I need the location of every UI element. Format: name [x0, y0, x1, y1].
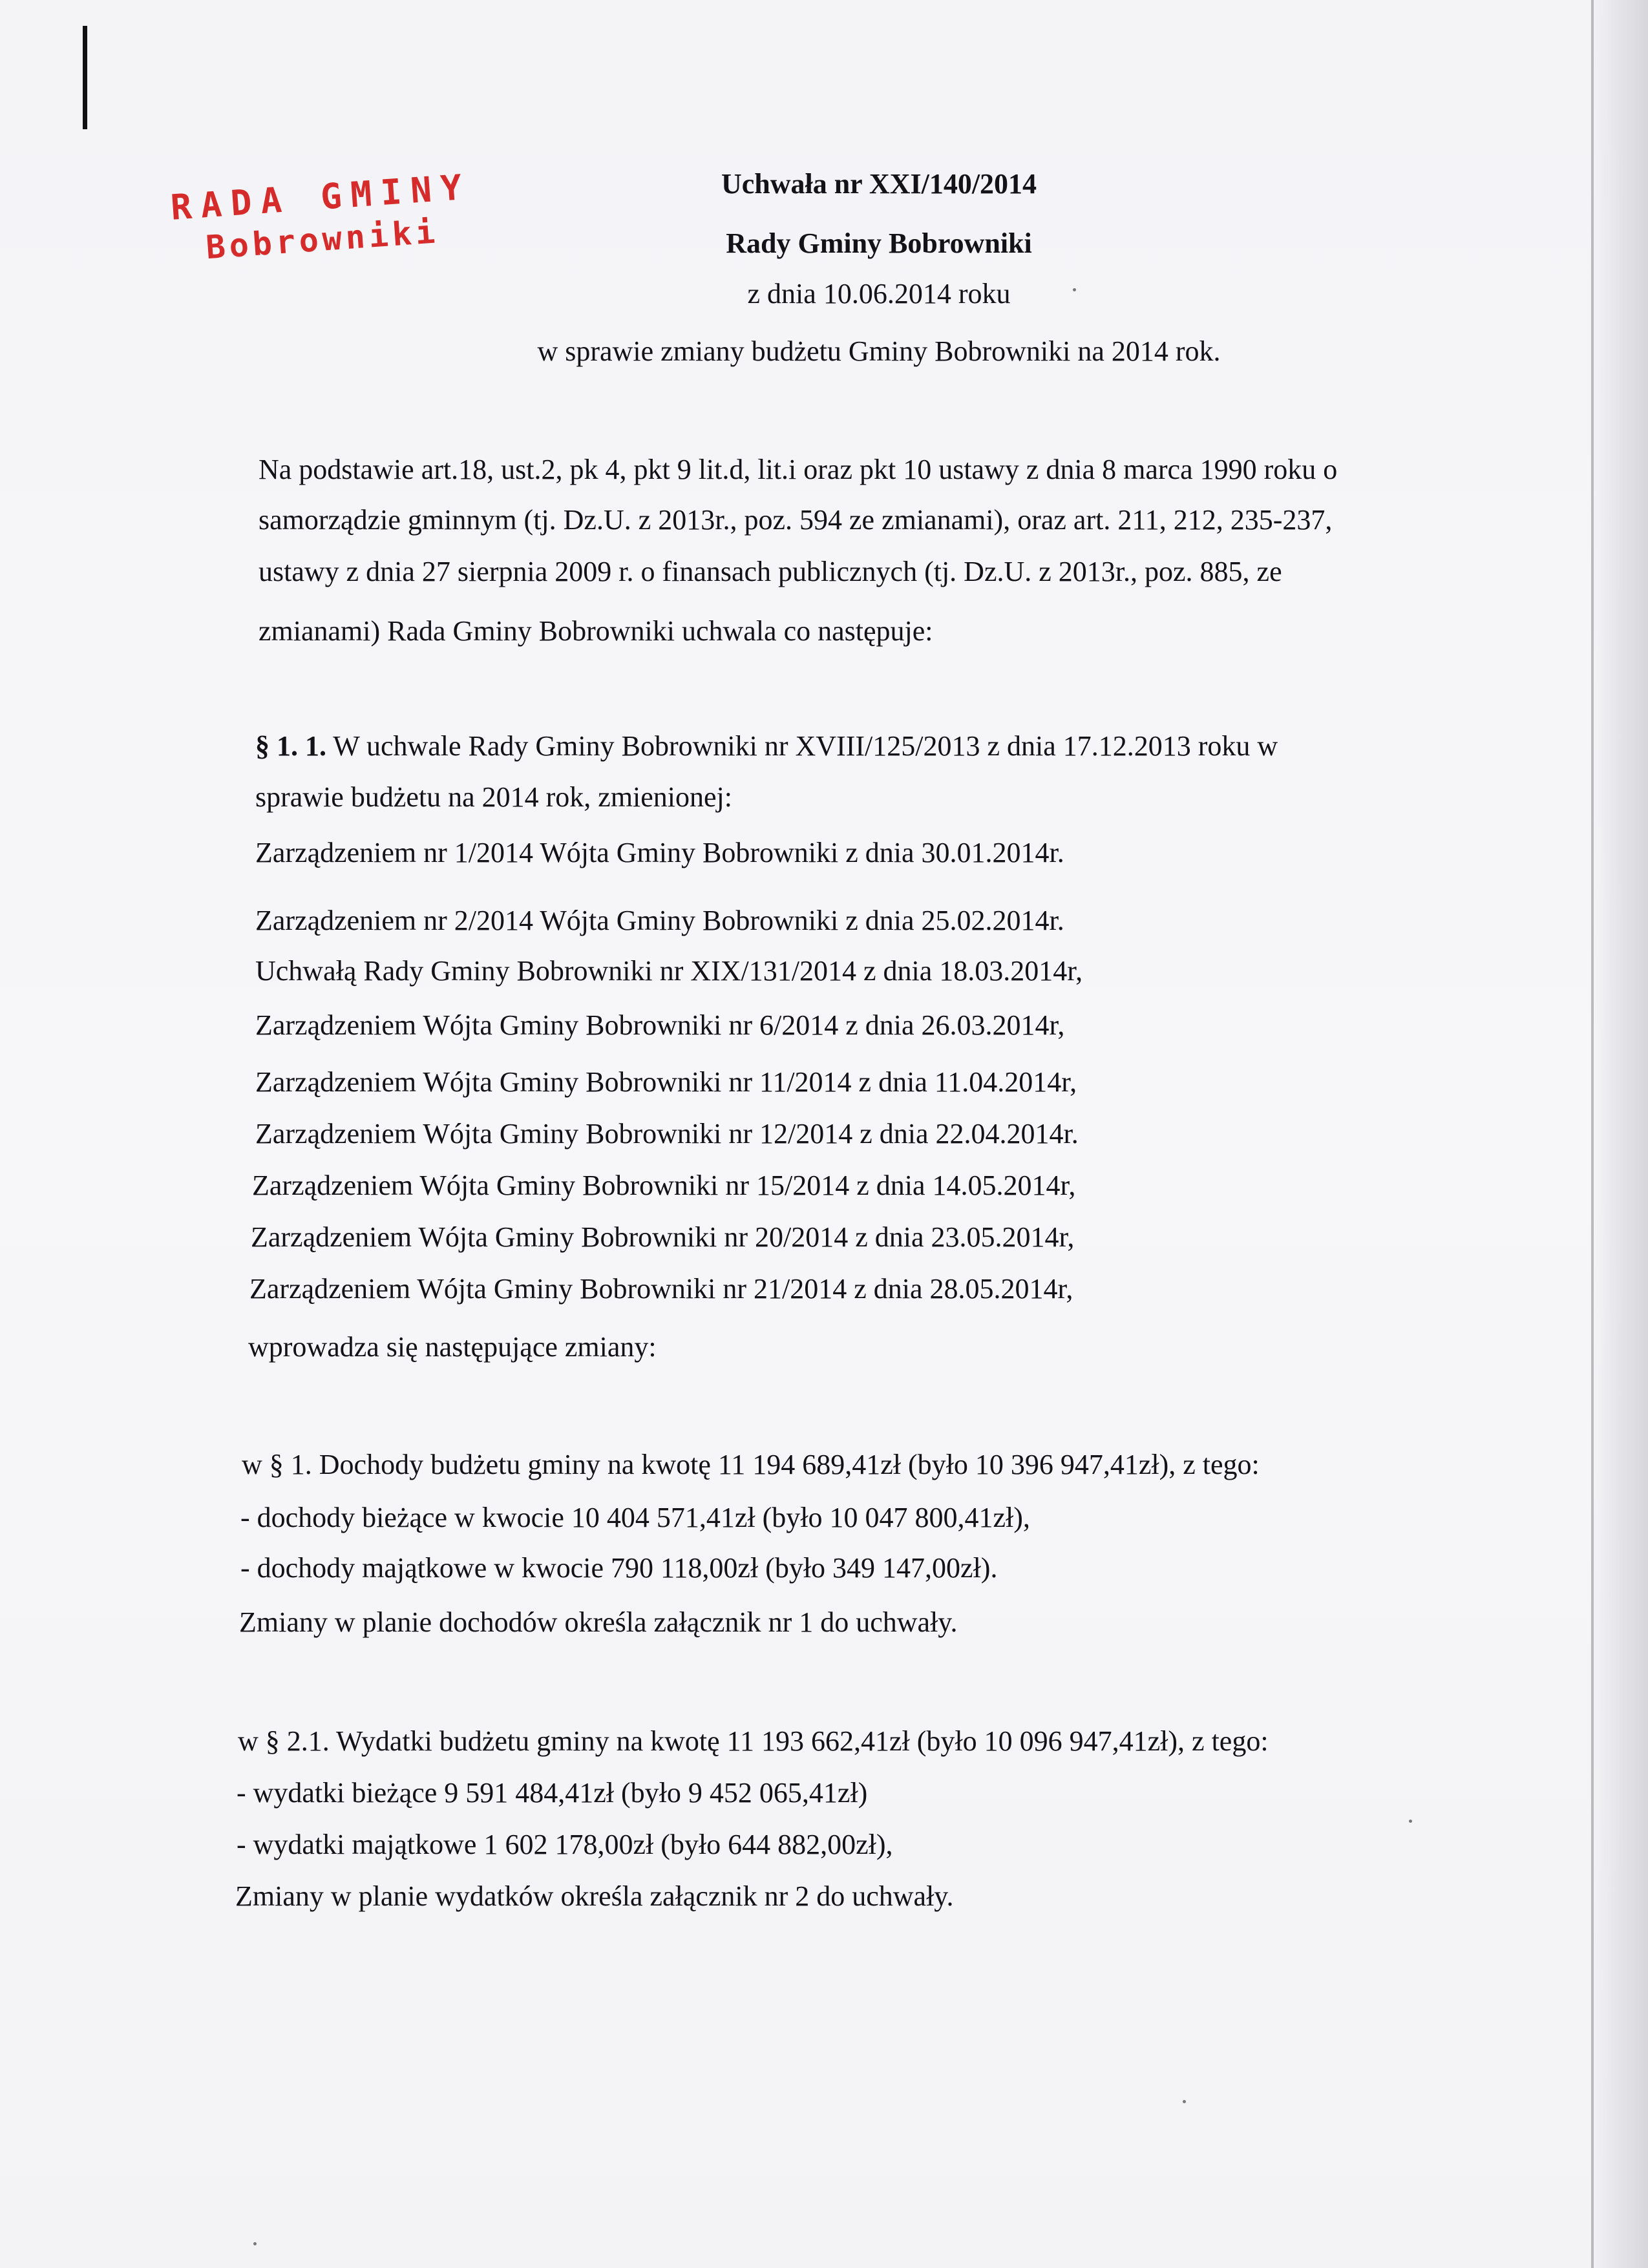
scan-speck	[1183, 2100, 1186, 2103]
resolution-date: z dnia 10.06.2014 roku	[747, 278, 1011, 310]
council-stamp	[169, 162, 537, 284]
expenses-current: - wydatki bieżące 9 591 484,41zł (było 9 452 065,41zł)	[237, 1777, 868, 1809]
page-edge-line	[1591, 0, 1594, 2268]
amendment-item: Zarządzeniem Wójta Gminy Bobrowniki nr 11/2014 z dnia 11.04.2014r,	[255, 1066, 1077, 1098]
amendment-item: Zarządzeniem Wójta Gminy Bobrowniki nr 15/2014 z dnia 14.05.2014r,	[252, 1170, 1076, 1201]
expenses-property: - wydatki majątkowe 1 602 178,00zł (było 644 882,00zł),	[237, 1829, 893, 1860]
margin-mark	[83, 26, 87, 129]
expenses-total: w § 2.1. Wydatki budżetu gminy na kwotę 11 193 662,41zł (było 10 096 947,41zł), z tego:	[238, 1725, 1269, 1757]
council-name: Rady Gminy Bobrowniki	[726, 227, 1032, 259]
section-1-text: W uchwale Rady Gminy Bobrowniki nr XVIII/125/2013 z dnia 17.12.2013 roku w	[326, 730, 1278, 762]
amendment-item: Zarządzeniem Wójta Gminy Bobrowniki nr 21/2014 z dnia 28.05.2014r,	[249, 1273, 1073, 1305]
amendment-item: Zarządzeniem nr 2/2014 Wójta Gminy Bobrowniki z dnia 25.02.2014r.	[255, 905, 1064, 936]
resolution-number: Uchwała nr XXI/140/2014	[721, 168, 1037, 200]
amendment-item: Zarządzeniem Wójta Gminy Bobrowniki nr 20/2014 z dnia 23.05.2014r,	[251, 1221, 1075, 1253]
stamp-line-1: RADA GMINY	[169, 166, 472, 228]
amendment-item: Zarządzeniem Wójta Gminy Bobrowniki nr 6/2014 z dnia 26.03.2014r,	[255, 1009, 1065, 1041]
preamble-line: samorządzie gminnym (tj. Dz.U. z 2013r., poz. 594 ze zmianami), oraz art. 211, 212, 235-237,	[259, 504, 1333, 536]
amendment-item: Uchwałą Rady Gminy Bobrowniki nr XIX/131/2014 z dnia 18.03.2014r,	[255, 955, 1083, 987]
changes-intro: wprowadza się następujące zmiany:	[248, 1331, 657, 1363]
section-1-line-2: sprawie budżetu na 2014 rok, zmienionej:	[255, 781, 733, 813]
section-1-intro	[255, 729, 1278, 764]
preamble-line: ustawy z dnia 27 sierpnia 2009 r. o finansach publicznych (tj. Dz.U. z 2013r., poz. 885, ze	[259, 556, 1282, 587]
income-attachment-note: Zmiany w planie dochodów określa załącznik nr 1 do uchwały.	[239, 1606, 958, 1638]
scan-speck	[1409, 1820, 1412, 1823]
page-edge-shadow	[1590, 0, 1648, 2268]
income-total: w § 1. Dochody budżetu gminy na kwotę 11 194 689,41zł (było 10 396 947,41zł), z tego:	[242, 1449, 1260, 1480]
section-1-mark: § 1. 1.	[255, 730, 326, 762]
resolution-subject: w sprawie zmiany budżetu Gminy Bobrowniki na 2014 rok.	[537, 335, 1221, 367]
scan-speck	[253, 2242, 257, 2245]
income-current: - dochody bieżące w kwocie 10 404 571,41zł (było 10 047 800,41zł),	[240, 1502, 1030, 1533]
scan-speck	[1073, 288, 1076, 291]
expenses-attachment-note: Zmiany w planie wydatków określa załącznik nr 2 do uchwały.	[235, 1880, 954, 1912]
amendment-item: Zarządzeniem nr 1/2014 Wójta Gminy Bobrowniki z dnia 30.01.2014r.	[255, 837, 1064, 868]
preamble-line: Na podstawie art.18, ust.2, pk 4, pkt 9 lit.d, lit.i oraz pkt 10 ustawy z dnia 8 marca 1990 roku o	[259, 454, 1338, 485]
preamble-line: zmianami) Rada Gminy Bobrowniki uchwala co następuje:	[259, 615, 933, 647]
income-property: - dochody majątkowe w kwocie 790 118,00zł (było 349 147,00zł).	[240, 1552, 998, 1584]
amendment-item: Zarządzeniem Wójta Gminy Bobrowniki nr 12/2014 z dnia 22.04.2014r.	[255, 1118, 1079, 1150]
stamp-line-2: Bobrowniki	[204, 213, 440, 267]
